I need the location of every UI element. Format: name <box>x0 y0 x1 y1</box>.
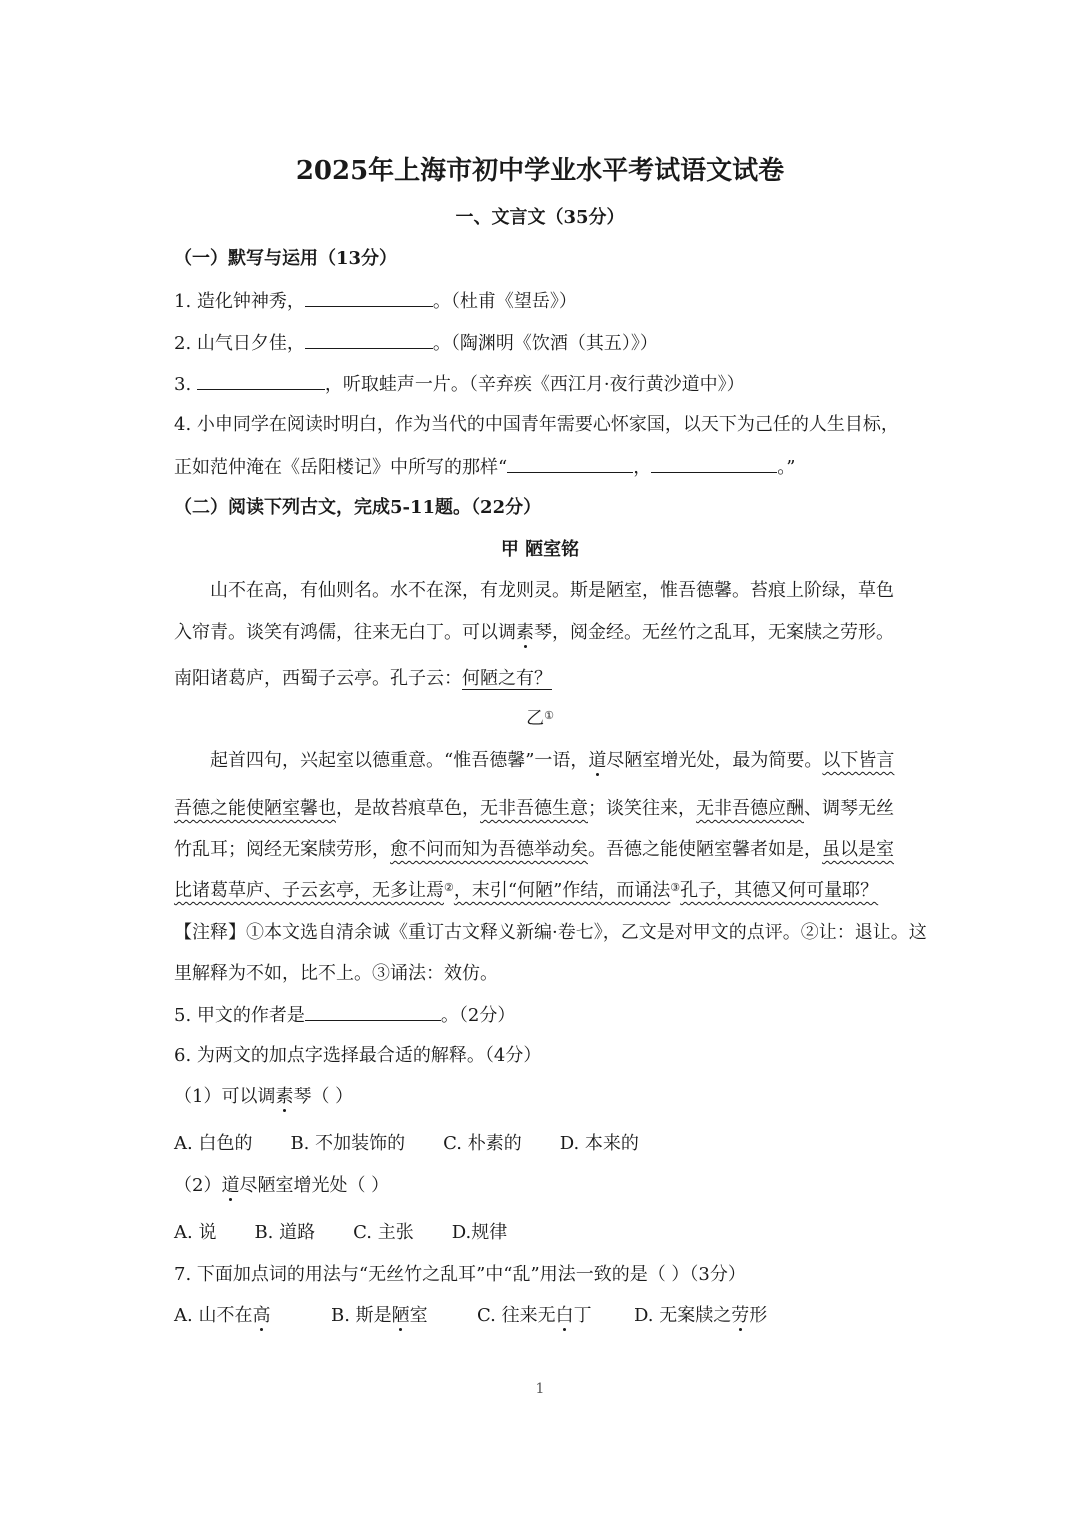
passage-a-line-3: 南阳诸葛庐，西蜀子云亭。孔子云：何陋之有？ <box>174 668 552 689</box>
page-title: 2025年上海市初中学业水平考试语文试卷 <box>295 156 785 186</box>
passage-b-line-2: 吾德之能使陋室馨也，是故苔痕草色，无非吾德生意；谈笑往来，无非吾德应酬、调琴无丝 <box>174 798 894 819</box>
option[interactable]: A. 说 <box>174 1222 217 1243</box>
dotted-char: 素 <box>275 1086 294 1107</box>
option[interactable]: B. 不加装饰的 <box>290 1133 406 1154</box>
answer-blank[interactable] <box>305 330 433 349</box>
question-4-line-1: 4. 小申同学在阅读时明白，作为当代的中国青年需要心怀家国，以天下为己任的人生目标， <box>174 414 899 435</box>
answer-blank[interactable] <box>305 1002 441 1021</box>
answer-blank[interactable] <box>197 371 325 390</box>
passage-a-line-1: 山不在高，有仙则名。水不在深，有龙则灵。斯是陋室，惟吾德馨。苔痕上阶绿，草色 <box>210 580 894 601</box>
option[interactable]: C. 往来无白丁 <box>477 1305 592 1326</box>
answer-blank[interactable] <box>305 288 433 307</box>
option[interactable]: B. 斯是陋室 <box>331 1305 428 1326</box>
part-heading-2: （二）阅读下列古文，完成5-11题。（22分） <box>174 497 542 518</box>
option[interactable]: A. 白色的 <box>174 1133 253 1154</box>
notes-line-2: 里解释为不如，比不上。③诵法：效仿。 <box>174 963 498 984</box>
passage-b-line-4: 比诸葛草庐、子云玄亭，无多让焉②，末引“何陋”作结，而诵法③孔子，其德又何可量耶？ <box>174 880 879 901</box>
option[interactable]: D. 本来的 <box>559 1133 639 1154</box>
question-6-sub-1: （1）可以调素琴（ ） <box>174 1086 354 1107</box>
question-2: 2. 山气日夕佳， 。（陶渊明《饮酒（其五）》） <box>174 330 658 357</box>
question-4-line-2: 正如范仲淹在《岳阳楼记》中所写的那样“ ， 。” <box>174 454 795 481</box>
question-7-stem: 7. 下面加点词的用法与“无丝竹之乱耳”中“乱”用法一致的是（ ）（3分） <box>174 1264 746 1285</box>
notes-line-1: 【注释】①本文选自清余诚《重订古文释义新编·卷七》，乙文是对甲文的点评。②让：退让。这 <box>174 922 927 943</box>
question-5: 5. 甲文的作者是 。（2分） <box>174 1002 515 1029</box>
answer-blank[interactable] <box>651 454 777 473</box>
option[interactable]: C. 朴素的 <box>443 1133 522 1154</box>
option[interactable]: D.规律 <box>451 1222 508 1243</box>
answer-blank[interactable] <box>507 454 633 473</box>
option[interactable]: C. 主张 <box>353 1222 414 1243</box>
question-3: 3. ，听取蛙声一片。（辛弃疾《西江月·夜行黄沙道中》） <box>174 371 745 398</box>
option[interactable]: B. 道路 <box>254 1222 316 1243</box>
option[interactable]: A. 山不在高 <box>174 1305 271 1326</box>
dotted-char: 道 <box>588 750 607 771</box>
passage-b-line-1: 起首四句，兴起室以德重意。“惟吾德馨”一语，道尽陋室增光处，最为简要。以下皆言 <box>210 750 895 771</box>
page-number: 1 <box>535 1381 545 1397</box>
passage-a-heading: 甲 陋室铭 <box>500 539 580 560</box>
question-1: 1. 造化钟神秀， 。（杜甫《望岳》） <box>174 288 577 315</box>
dotted-char: 道 <box>221 1175 240 1196</box>
underlined-sentence: 何陋之有？ <box>462 668 552 689</box>
question-6-options-1 <box>174 1131 639 1157</box>
option[interactable]: D. 无案牍之劳形 <box>634 1305 768 1326</box>
question-6-sub-2: （2）道尽陋室增光处（ ） <box>174 1175 390 1196</box>
dotted-char: 素 <box>516 622 534 643</box>
question-7-options <box>174 1303 767 1329</box>
part-heading-1: （一）默写与运用（13分） <box>174 248 398 269</box>
passage-b-heading: 乙① <box>526 708 554 729</box>
passage-b-line-3: 竹乱耳；阅经无案牍劳形，愈不问而知为吾德举动矣。吾德之能使陋室馨者如是，虽以是室 <box>174 839 894 860</box>
question-6-options-2 <box>174 1220 507 1246</box>
question-6-stem: 6. 为两文的加点字选择最合适的解释。（4分） <box>174 1045 542 1066</box>
section-heading: 一、文言文（35分） <box>455 207 625 228</box>
passage-a-line-2: 入帘青。谈笑有鸿儒，往来无白丁。可以调素琴，阅金经。无丝竹之乱耳，无案牍之劳形。 <box>174 622 894 643</box>
